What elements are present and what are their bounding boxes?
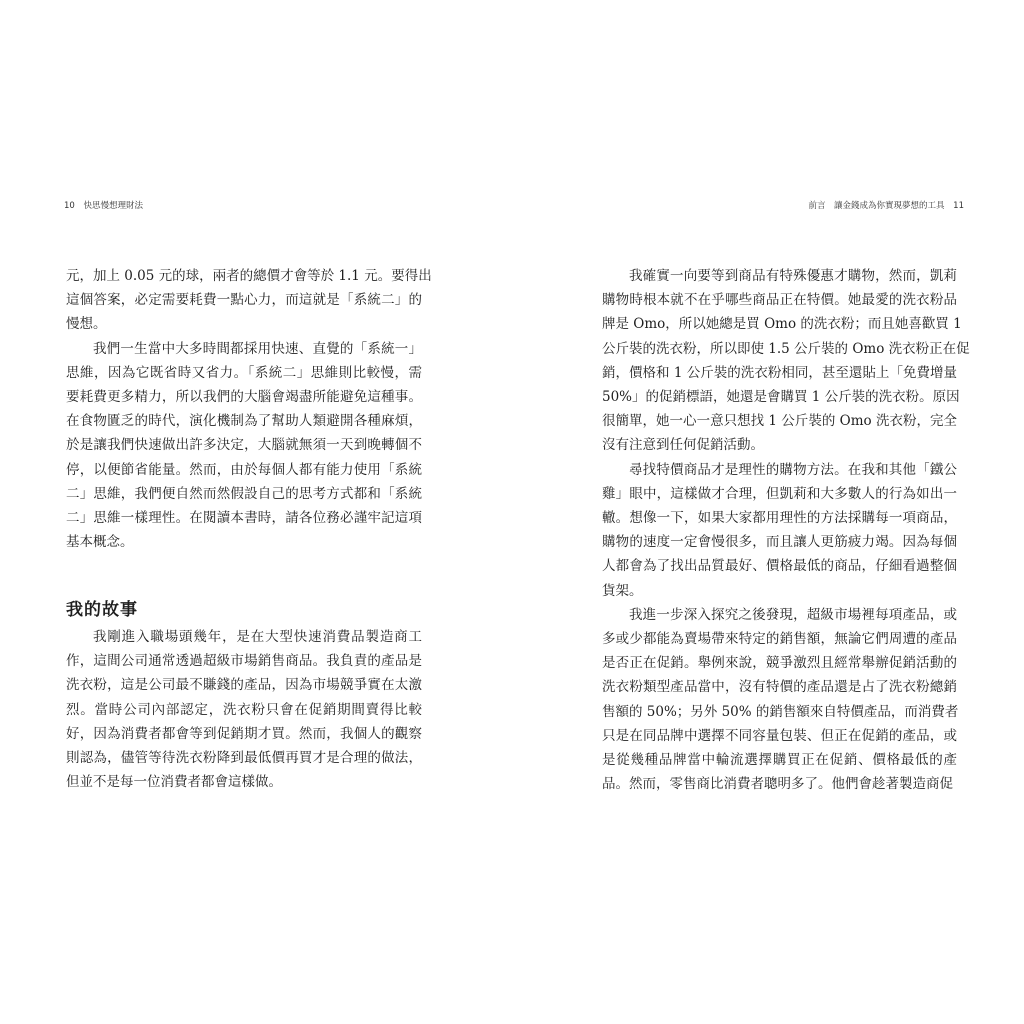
paragraph <box>602 458 957 603</box>
text-line: 只是在同品牌中選擇不同容量包裝、但正在促銷的產品，或 <box>602 727 957 744</box>
text-line: 二」思維，我們便自然而然假設自己的思考方式都和「系統 <box>66 485 422 502</box>
text-line: 在食物匱乏的時代，演化機制為了幫助人類避開各種麻煩， <box>66 413 422 430</box>
text-line: 貨架。 <box>602 582 643 599</box>
text-line: 作，這間公司通常透過超級市場銷售商品。我負責的產品是 <box>66 653 422 670</box>
text-line: 尋找特價商品才是理性的購物方法。在我和其他「鐵公 <box>629 461 957 478</box>
text-line: 牌是 Omo，所以她總是買 Omo 的洗衣粉；而且她喜歡買 1 <box>602 316 962 333</box>
paragraph <box>66 625 422 794</box>
text-line: 沒有注意到任何促銷活動。 <box>602 437 764 454</box>
running-head-left <box>58 199 143 211</box>
text-line: 多或少都能為賣場帶來特定的銷售額，無論它們周遭的產品 <box>602 631 957 648</box>
text-line: 公斤裝的洗衣粉，所以即使 1.5 公斤裝的 Omo 洗衣粉正在促 <box>602 340 970 357</box>
text-line: 我們一生當中大多時間都採用快速、直覺的「系統一」 <box>93 340 422 357</box>
section-heading: 我的故事 <box>66 600 138 620</box>
right-body-text <box>602 264 970 796</box>
text-line: 我剛進入職場頭幾年，是在大型快速消費品製造商工 <box>93 629 422 645</box>
text-line: 50%」的促銷標語，她還是會購買 1 公斤裝的洗衣粉。原因 <box>602 389 960 406</box>
text-line: 品。然而，零售商比消費者聰明多了。他們會趁著製造商促 <box>602 776 953 793</box>
text-line: 洗衣粉類型產品當中，沒有特價的產品還是占了洗衣粉總銷 <box>602 679 957 696</box>
text-line: 好，因為消費者都會等到促銷期才買。然而，我個人的觀察 <box>66 725 422 742</box>
text-line: 於是讓我們快速做出許多決定，大腦就無須一天到晚轉個不 <box>66 437 422 454</box>
text-line: 售額的 50%；另外 50% 的銷售額來自特價產品，而消費者 <box>602 703 959 720</box>
paragraph <box>66 337 422 555</box>
section-title: 前言 讓金錢成為你實現夢想的工具 <box>808 201 945 211</box>
text-line: 元，加上 0.05 元的球，兩者的總價才會等於 1.1 元。要得出 <box>66 268 432 284</box>
text-line: 轍。想像一下，如果大家都用理性的方法採購每一項商品， <box>602 510 957 527</box>
page-number: 11 <box>953 201 964 211</box>
text-line: 很簡單，她一心一意只想找 1 公斤裝的 Omo 洗衣粉，完全 <box>602 413 957 430</box>
paragraph <box>602 603 957 797</box>
page-number: 10 <box>64 201 75 211</box>
text-line: 停，以便節省能量。然而，由於每個人都有能力使用「系統 <box>66 461 422 478</box>
text-line: 我進一步深入探究之後發現，超級市場裡每項產品，或 <box>629 606 957 623</box>
text-line: 購物的速度一定會慢很多，而且讓人更筋疲力竭。因為每個 <box>602 534 957 551</box>
text-line: 這個答案，必定需要耗費一點心力，而這就是「系統二」的 <box>66 292 422 309</box>
text-line: 思維，因為它既省時又省力。「系統二」思維則比較慢，需 <box>66 364 422 381</box>
text-line: 雞」眼中，這樣做才合理，但凱莉和大多數人的行為如出一 <box>602 485 957 502</box>
text-line: 洗衣粉，這是公司最不賺錢的產品，因為市場競爭實在太激 <box>66 677 422 694</box>
right-page <box>512 0 1024 1024</box>
book-title: 快思慢想理財法 <box>83 201 144 211</box>
text-line: 基本概念。 <box>66 534 134 551</box>
section-body-text <box>66 625 422 794</box>
left-body-text <box>66 264 432 554</box>
text-line: 但並不是每一位消費者都會這樣做。 <box>66 774 282 791</box>
text-line: 是否正在促銷。舉例來說，競爭激烈且經常舉辦促銷活動的 <box>602 655 957 672</box>
paragraph <box>602 264 970 458</box>
text-line: 購物時根本就不在乎哪些商品正在特價。她最愛的洗衣粉品 <box>602 292 957 309</box>
text-line: 是從幾種品牌當中輪流選擇購買正在促銷、價格最低的產 <box>602 752 957 769</box>
text-line: 烈。當時公司內部認定，洗衣粉只會在促銷期間賣得比較 <box>66 701 422 718</box>
running-head-right <box>808 199 970 211</box>
text-line: 要耗費更多精力，所以我們的大腦會竭盡所能避免這種事。 <box>66 389 422 406</box>
text-line: 則認為，儘管等待洗衣粉降到最低價再買才是合理的做法， <box>66 750 422 767</box>
text-line: 二」思維一樣理性。在閱讀本書時，請各位務必謹牢記這項 <box>66 510 422 527</box>
text-line: 人都會為了找出品質最好、價格最低的商品，仔細看過整個 <box>602 558 957 575</box>
paragraph <box>66 264 432 337</box>
text-line: 我確實一向要等到商品有特殊優惠才購物，然而，凱莉 <box>629 268 957 284</box>
text-line: 銷，價格和 1 公斤裝的洗衣粉相同，甚至還貼上「免費增量 <box>602 364 957 381</box>
text-line: 慢想。 <box>66 316 107 333</box>
